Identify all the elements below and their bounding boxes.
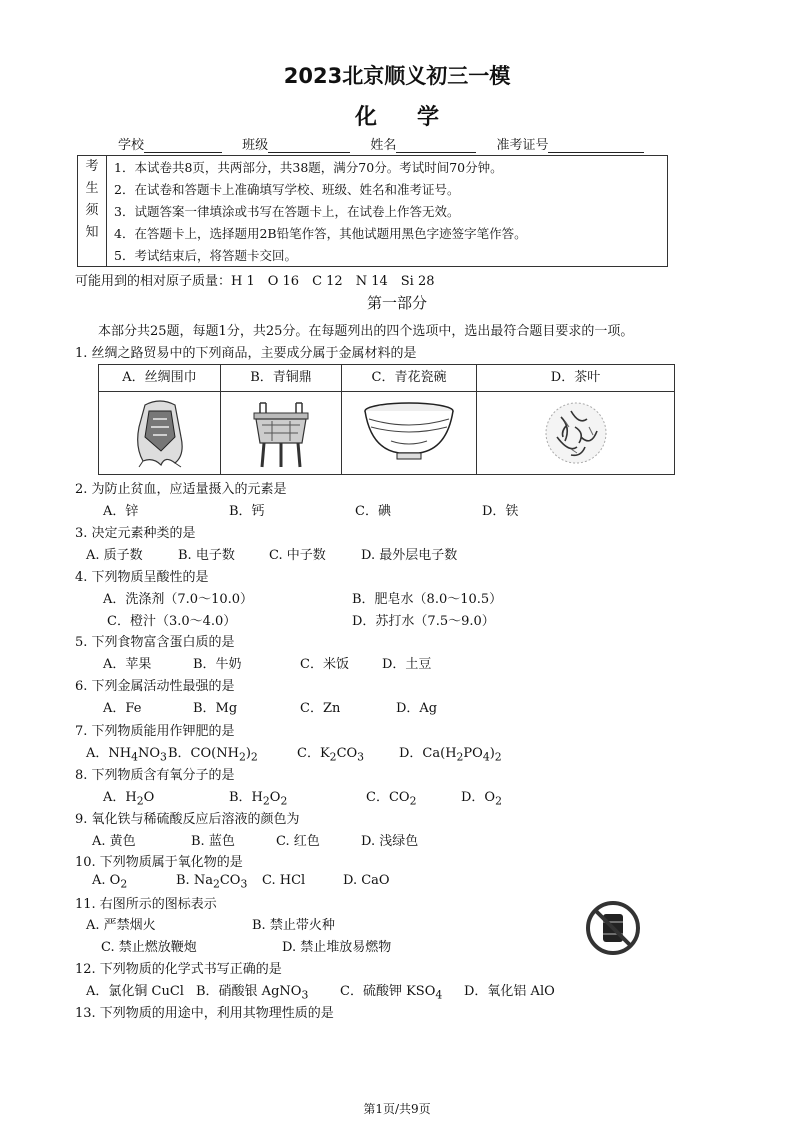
q12-option-b[interactable]: B．硝酸银 AgNO$_3$	[196, 984, 309, 1002]
question-3-stem: 3. 决定元素种类的是	[75, 526, 196, 541]
bronze-ding-icon	[246, 397, 316, 471]
school-blank[interactable]	[144, 138, 222, 153]
school-label: 学校	[118, 138, 145, 153]
question-1-stem: 1. 丝绸之路贸易中的下列商品，主要成分属于金属材料的是	[75, 346, 417, 361]
option-cell-d[interactable]	[477, 365, 674, 474]
notice-item: 4．在答题卡上，选择题用2B铅笔作答，其他试题用黑色字迹签字笔作答。	[114, 226, 527, 241]
question-13-stem: 13. 下列物质的用途中，利用其物理性质的是	[75, 1006, 334, 1021]
page-number: 第1页/共9页	[363, 1102, 431, 1116]
silk-scarf-icon	[125, 397, 195, 469]
option-label: B．青铜鼎	[250, 370, 312, 385]
porcelain-bowl-icon	[361, 397, 457, 467]
q11-option-b[interactable]: B. 禁止带火种	[252, 918, 335, 933]
q12-option-c[interactable]: C．硫酸钾 $KSO_4$	[340, 984, 443, 1002]
q4-option-b[interactable]: B．肥皂水（8.0～10.5）	[352, 592, 503, 607]
notice-label-char: 须	[85, 203, 99, 218]
notice-item: 1．本试卷共8页，共两部分，共38题，满分70分。考试时间70分钟。	[114, 160, 503, 175]
q4-option-d[interactable]: D．苏打水（7.5～9.0）	[352, 614, 495, 629]
notice-items	[114, 157, 527, 267]
q5-option-a[interactable]: A．苹果	[103, 657, 152, 672]
q5-option-d[interactable]: D．土豆	[382, 657, 432, 672]
question-2-stem: 2. 为防止贫血，应适量摄入的元素是	[75, 482, 287, 497]
q11-option-a[interactable]: A. 严禁烟火	[86, 918, 156, 933]
q7-option-c[interactable]: C．$K_2CO_3$	[297, 746, 365, 764]
option-label: D．茶叶	[550, 370, 601, 385]
q6-option-b[interactable]: B．Mg	[193, 701, 238, 716]
notice-item: 2．在试卷和答题卡上准确填写学校、班级、姓名和准考证号。	[114, 182, 460, 197]
q2-option-b[interactable]: B．钙	[229, 504, 265, 519]
subject-title: 化学	[354, 104, 479, 130]
q6-option-d[interactable]: D．Ag	[396, 701, 438, 716]
notice-label-char: 生	[85, 181, 99, 196]
q6-option-a[interactable]: A．Fe	[103, 701, 142, 716]
no-flammable-storage-sign-icon	[585, 900, 641, 956]
q11-option-d[interactable]: D. 禁止堆放易燃物	[282, 940, 392, 955]
question-12-stem: 12. 下列物质的化学式书写正确的是	[75, 962, 282, 977]
q10-option-b[interactable]: B. $Na_2CO_3$	[176, 873, 248, 891]
atomic-mass-line: 可能用到的相对原子质量：H 1 O 16 C 12 N 14 Si 28	[75, 274, 435, 289]
option-label: A．丝绸围巾	[122, 370, 197, 385]
q10-option-c[interactable]: C. HCl	[262, 873, 306, 888]
q12-option-a[interactable]: A．氯化铜 CuCl	[86, 984, 184, 999]
exam-title: 2023北京顺义初三一模	[283, 64, 511, 88]
question-6-stem: 6. 下列金属活动性最强的是	[75, 679, 235, 694]
question-4-stem: 4. 下列物质呈酸性的是	[75, 570, 209, 585]
q4-option-a[interactable]: A．洗涤剂（7.0～10.0）	[103, 592, 254, 607]
question-7-stem: 7. 下列物质能用作钾肥的是	[75, 724, 235, 739]
q10-option-a[interactable]: A. $O_2$	[92, 873, 128, 891]
q9-option-b[interactable]: B. 蓝色	[191, 834, 235, 849]
student-info-row	[118, 134, 644, 153]
option-cell-a[interactable]	[99, 365, 221, 474]
exam-notice-box	[77, 155, 668, 267]
q3-option-c[interactable]: C. 中子数	[269, 548, 326, 563]
q12-option-d[interactable]: D．氧化铝 AlO	[464, 984, 555, 999]
exam-number-blank[interactable]	[548, 138, 644, 153]
q8-option-a[interactable]: A．$H_2O$	[103, 790, 155, 808]
q6-option-c[interactable]: C．Zn	[300, 701, 341, 716]
class-blank[interactable]	[268, 138, 350, 153]
tea-leaves-icon	[541, 397, 611, 469]
q12-option-b-text: B．硝酸银 AgNO	[196, 984, 302, 999]
class-label: 班级	[242, 138, 269, 153]
notice-label-char: 考	[85, 159, 99, 174]
section-intro: 本部分共25题，每题1分，共25分。在每题列出的四个选项中，选出最符合题目要求的一项。	[98, 324, 634, 339]
question-11-stem: 11. 右图所示的图标表示	[75, 897, 217, 912]
question-8-stem: 8. 下列物质含有氧分子的是	[75, 768, 235, 783]
q9-option-d[interactable]: D. 浅绿色	[361, 834, 419, 849]
q5-option-c[interactable]: C．米饭	[300, 657, 349, 672]
option-label: C．青花瓷碗	[371, 370, 447, 385]
notice-label-column	[78, 156, 107, 266]
name-blank[interactable]	[396, 138, 476, 153]
q4-option-c[interactable]: C．橙汁（3.0～4.0）	[107, 614, 237, 629]
q11-option-c[interactable]: C. 禁止燃放鞭炮	[101, 940, 197, 955]
question-5-stem: 5. 下列食物富含蛋白质的是	[75, 635, 235, 650]
q5-option-b[interactable]: B．牛奶	[193, 657, 242, 672]
q8-option-c[interactable]: C．$CO_2$	[366, 790, 417, 808]
q10-option-d[interactable]: D. CaO	[343, 873, 390, 888]
section-title: 第一部分	[366, 294, 427, 312]
exam-number-label: 准考证号	[496, 138, 549, 153]
question-10-stem: 10. 下列物质属于氧化物的是	[75, 855, 243, 870]
q2-option-a[interactable]: A．锌	[103, 504, 139, 519]
notice-item: 5．考试结束后，将答题卡交回。	[114, 248, 297, 263]
q3-option-b[interactable]: B. 电子数	[178, 548, 235, 563]
name-label: 姓名	[370, 138, 397, 153]
question-9-stem: 9. 氧化铁与稀硫酸反应后溶液的颜色为	[75, 812, 300, 827]
q9-option-c[interactable]: C. 红色	[276, 834, 320, 849]
q7-option-d[interactable]: D．$Ca(H_2PO_4)_2$	[399, 746, 502, 764]
q12-option-c-text: C．硫酸钾 KSO	[340, 984, 436, 999]
option-cell-c[interactable]	[342, 365, 477, 474]
notice-label-char: 知	[85, 225, 99, 240]
question-1-options-table	[98, 364, 675, 475]
option-cell-b[interactable]	[221, 365, 342, 474]
q7-option-a[interactable]: A．$NH_4NO_3$	[86, 746, 167, 764]
q7-option-b[interactable]: B．$CO(NH_2)_2$	[168, 746, 258, 764]
q2-option-d[interactable]: D．铁	[482, 504, 519, 519]
q3-option-d[interactable]: D. 最外层电子数	[361, 548, 458, 563]
q2-option-c[interactable]: C．碘	[355, 504, 391, 519]
q8-option-d[interactable]: D．$O_2$	[461, 790, 502, 808]
q9-option-a[interactable]: A. 黄色	[92, 834, 136, 849]
notice-item: 3．试题答案一律填涂或书写在答题卡上，在试卷上作答无效。	[114, 204, 460, 219]
q8-option-b[interactable]: B．$H_2O_2$	[229, 790, 288, 808]
q3-option-a[interactable]: A. 质子数	[86, 548, 143, 563]
